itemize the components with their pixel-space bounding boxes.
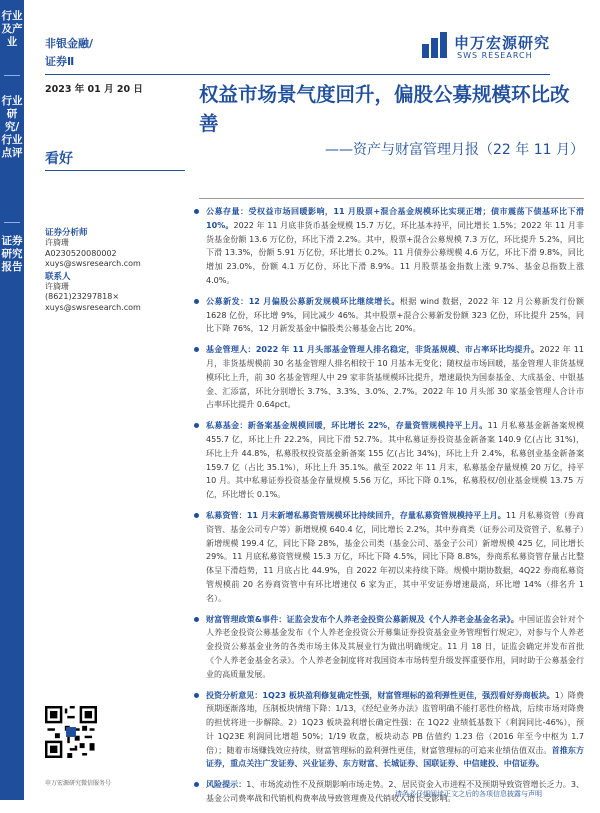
qr-code-icon	[45, 706, 97, 758]
sidebar-section-industry: 行业及产业	[1, 10, 23, 48]
analyst-heading: 证券分析师	[45, 228, 88, 238]
bullet-dot-icon	[194, 299, 199, 304]
contact-heading: 联系人	[45, 271, 71, 282]
contact-email: xuys@swsresearch.com	[45, 302, 141, 312]
sidebar-separator	[4, 222, 20, 223]
bullet-dot-icon	[194, 513, 199, 518]
contact-name: 许旖珊	[45, 282, 69, 292]
bullet-private-am: 私募资管：11 月末新增私募资管规模环比持续回升，存量私募资管规模持平上月。11 月私募资管（券商资管、基金公司专户等）新增规模 640.4 亿，同比增长 2.2%，其中券商类（证券公司及资管子、私募子）新增规模 199.4 亿，同比下降 28%，基金公司类（基金公司、基金子公司）新增规模 425 亿，同比增长 29%。11 月底私募资管规模 15.3 万亿，环比下降 4.5%，同比下降 8.8%，券商系私募资管存量占比整体呈下滑趋势，11 月底占比 44.9%，自 2022 年初以来持续下降。规模中期协数据，4Q22 券商私募资管规模前 20 名券商资管中有环比增速仅 6 家为正，其中平安证券增速最高，环比增 14%（排名升 1 名）。	[192, 509, 584, 606]
contact-phone: (8621)23297818×	[45, 292, 120, 302]
bullet-risk: 风险提示：1、市场流动性不及预期影响市场走势。2、居民资金入市进程不及预期导致资管增长乏力。3、基金公司费率战和代销机构费率战导致管理费及代销收入增长受影响。	[192, 778, 584, 806]
analyst-name: 许旖珊	[45, 238, 69, 248]
sidebar-section-research: 行业研究/行业点评	[1, 95, 23, 159]
bullet-fund-managers: 基金管理人：2022 年 11 月头部基金管理人排名稳定，非货基规模、市占率环比均提升。2022 年 11 月，非货基规模前 30 名基金管理人排名相较于 10 月基本无变化；随权益市场回暖，基金管理人非货基规模环比上升，前 30 名基金管理人中 29 家非货基规模环比提升，增速最快为国泰基金、大成基金、中银基金、汇添富，环比分别增长 3.7%、3.3%、3.0%、2.7%。2022 年 10 月头部 30 家基金管理人合计市占率环比提升 0.64pct。	[192, 343, 584, 412]
left-sidebar-strip	[0, 0, 24, 800]
sidebar-section-report: 证券研究报告	[1, 235, 23, 273]
bullet-fund-issuance: 公募新发：12 月偏股公募新发规模环比继续增长。根据 wind 数据，2022 年 12 月公募新发行份额 1628 亿份，环比增 9%，同比减少 46%。其中股票+混合公募新发份额 323 亿份，环比提升 25%，同比下降 76%，12 月新发基金中偏股类公募基金占比 20%。	[192, 295, 584, 336]
bullet-investment-view: 投资分析意见：1Q23 板块盈利修复确定性强，财富管理标的盈利弹性更佳，强烈看好券商板块。1）降费预期逐渐落地，压制板块情绪下降：1/13，《经纪业务办法》监管明确不能打恶性价格战，后续市场对降费的担忧将进一步解除。2）1Q23 板块盈利增长确定性强：在 1Q22 业绩低基数下（利润同比-46%），预计 1Q23E 利润同比增超 50%；1/19 收盘，板块动态 PB 估值约 1.23 倍（2016 年至今中枢为 1.7 倍）；随着市场赚钱效应持续，财富管理标的盈利弹性更佳，财富管理标的可追来业绩估值双击。首推东方证券，重点关注广发证券、兴业证券、东方财富、长城证券、国联证券、中信建投、中信证券。	[192, 689, 584, 772]
logo-text-en: SWS RESEARCH	[457, 51, 533, 60]
bullet-dot-icon	[194, 617, 199, 622]
summary-bullets	[192, 205, 584, 813]
rating-divider	[45, 170, 185, 171]
report-subtitle: ——资产与财富管理月报（22 年 11 月）	[325, 142, 584, 158]
bullet-dot-icon	[194, 423, 199, 428]
bullet-private-funds: 私募基金：新备案基金规模回暖，环比增长 22%，存量资管规模持平上月。11 月私募基金新备案规模 455.7 亿，环比上升 22.2%，同比下滑 52.7%。其中私募证券投资基金新备案 140.9 亿(占比 31%)，环比上升 44.8%，私募股权投资基金新备案 155 亿(占比 34%)，环比上升 2.4%，私募创业基金新备案 159.7 亿（占比 35.1%），环比上升 35.1%。截至 2022 年 11 月末，私募基金存量规模 20 万亿，持平 10 月。其中私募证券投资基金存量规模 5.56 万亿，环比下降 0.1%，私募股权/创业基金规模 13.75 万亿，环比增长 0.1%。	[192, 419, 584, 502]
sector-label	[45, 35, 93, 71]
logo-text-cn: 申万宏源研究	[454, 34, 551, 52]
investment-recommendation: 首推东方证券，重点关注广发证券、兴业证券、东方财富、长城证券、国联证券、中信建投、中信证券。	[206, 745, 584, 769]
bullet-dot-icon	[194, 209, 199, 214]
analyst-email: xuys@swsresearch.com	[45, 259, 141, 269]
sector-line-2: 证券Ⅱ	[45, 55, 75, 68]
analyst-cert: A0230520080002	[45, 248, 117, 258]
bullet-dot-icon	[194, 693, 199, 698]
bullet-dot-icon	[194, 782, 199, 787]
sws-logo	[420, 30, 570, 66]
bullet-policy: 财富管理政策&事件：证监会发布个人养老金投资公募新规及《个人养老金基金名录》。中国证监会针对个人养老金投资公募基金发布《个人养老金投资公开募集证券投资基金业务管理暂行规定》，对参与个人养老金投资公募基金业务的各类市场主体及其展业行为做出明确规定。11 月 18 日，证监会确定并发布首批《个人养老金基金名录》。个人养老金制度将对我国资本市场转型升级发挥重要作用，同时助于公募基金行业的高质量发展。	[192, 613, 584, 682]
rating-label: 看好	[45, 151, 73, 167]
sws-logo-icon	[420, 30, 450, 60]
analyst-info	[45, 228, 195, 313]
sidebar-separator	[4, 75, 20, 76]
subtitle-divider	[199, 198, 584, 199]
header-divider	[45, 74, 550, 75]
bullet-fund-stock: 公募存量：受权益市场回暖影响，11 月股票+混合基金规模环比实现正增；债市震荡下债基环比下滑 10%。2022 年 11 月底非货币基金规模 15.7 万亿，环比基本持平，同比增长 1.5%；2022 年 11 月非货基金份额 13.6 万亿份，环比下滑 2.2%。其中，股票+混合公募规模 7.3 万亿，环比提升 5.2%，同比下滑 13.3%，份额 5.91 万亿份，环比增长 0.2%。11 月债券公募规模 4.6 万亿，环比下滑 9.8%，同比增加 23.0%，份额 4.1 万亿份，环比下滑 8.9%。11 月股票基金指数上涨 9.7%、基金总指数上涨 4.0%。	[192, 205, 584, 288]
report-title: 权益市场景气度回升，偏股公募规模环比改善	[199, 83, 570, 135]
sector-line-1: 非银金融/	[45, 37, 94, 50]
investment-body-text: 1）降费预期逐渐落地，压制板块情绪下降：1/13，《经纪业务办法》监管明确不能打恶性价格战，后续市场对降费的担忧将进一步解除。2）1Q23 板块盈利增长确定性强：在 1Q22 业绩低基数下（利润同比-46%），预计 1Q23E 利润同比增超 50%；1/19 收盘，板块动态 PB 估值约 1.23 倍（2016 年至今中枢为 1.7 倍）；随着市场赚钱效应持续，财富管理标的盈利弹性更佳，财富管理标的可追来业绩估值双击。	[206, 690, 584, 755]
bullet-dot-icon	[194, 347, 199, 352]
report-date: 2023 年 01 月 20 日	[45, 84, 143, 95]
disclaimer-footer: 请务必仔细阅读正文之后的各项信息披露与声明	[395, 790, 542, 798]
qr-caption: 申万宏源研究微信服务号	[45, 780, 112, 787]
